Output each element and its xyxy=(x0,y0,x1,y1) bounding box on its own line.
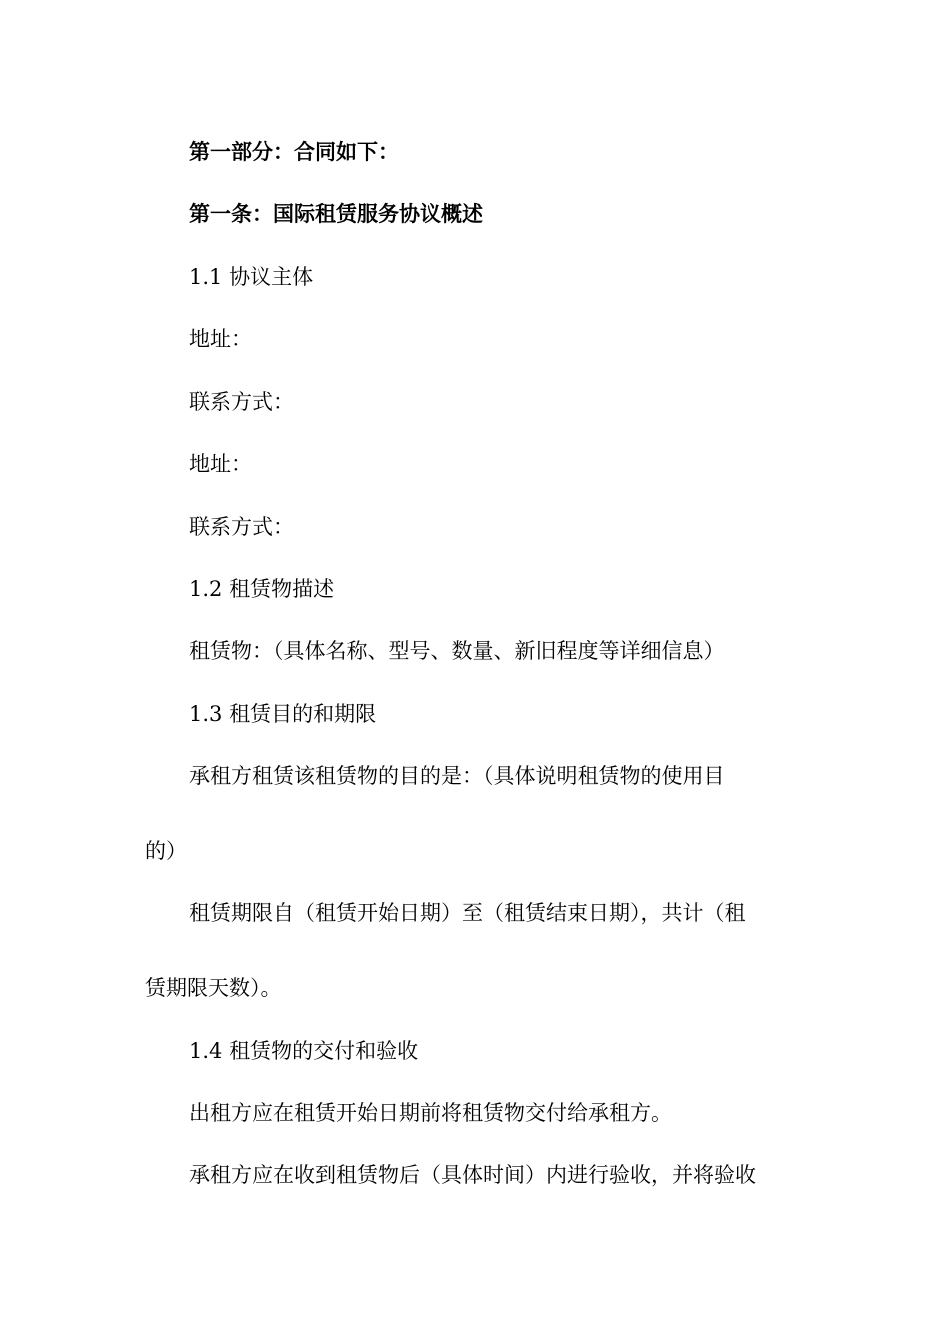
section-1-2-title: 1.2 租赁物描述 xyxy=(189,577,335,601)
party1-address-label: 地址： xyxy=(189,327,252,351)
party2-contact-label: 联系方式： xyxy=(189,515,294,539)
term-paragraph-line-1: 租赁期限自（租赁开始日期）至（租赁结束日期），共计（租 xyxy=(189,901,746,925)
article-heading: 第一条：国际租赁服务协议概述 xyxy=(189,202,483,226)
section-1-1-title: 1.1 协议主体 xyxy=(189,265,314,289)
leased-item-description: 租赁物：（具体名称、型号、数量、新旧程度等详细信息） xyxy=(189,639,725,663)
purpose-paragraph-line-1: 承租方租赁该租赁物的目的是：（具体说明租赁物的使用目 xyxy=(189,764,725,788)
section-1-3-title: 1.3 租赁目的和期限 xyxy=(189,702,377,726)
party1-contact-label: 联系方式： xyxy=(189,390,294,414)
section-1-4-title: 1.4 租赁物的交付和验收 xyxy=(189,1039,419,1063)
part-heading: 第一部分：合同如下： xyxy=(189,140,399,164)
delivery-paragraph: 出租方应在租赁开始日期前将租赁物交付给承租方。 xyxy=(189,1101,672,1125)
party2-address-label: 地址： xyxy=(189,452,252,476)
acceptance-paragraph-line-1: 承租方应在收到租赁物后（具体时间）内进行验收，并将验收 xyxy=(189,1163,756,1187)
term-paragraph-line-2: 赁期限天数）。 xyxy=(145,976,282,1000)
purpose-paragraph-line-2: 的） xyxy=(145,839,187,863)
